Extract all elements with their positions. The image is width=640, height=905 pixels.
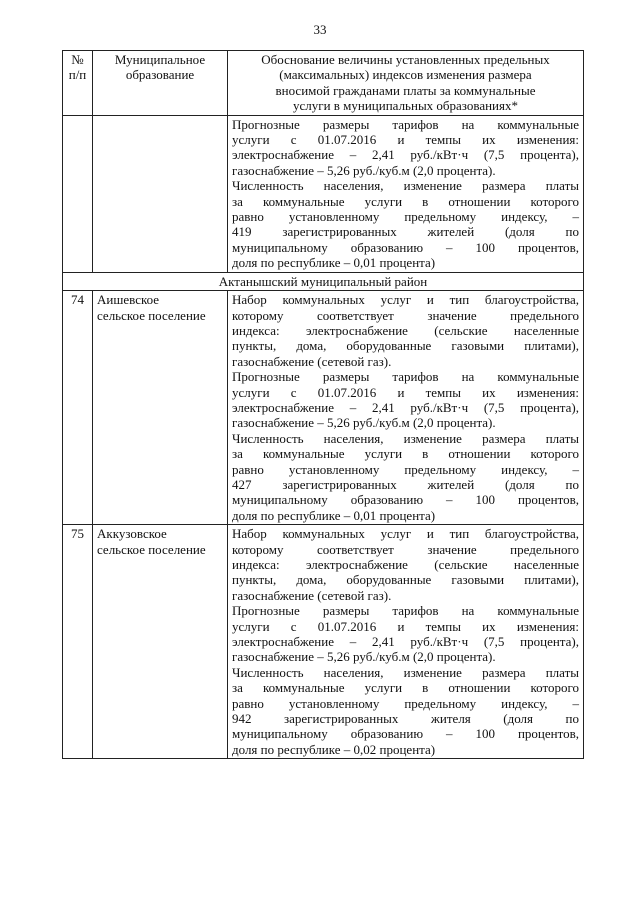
continuation-justification bbox=[228, 115, 584, 272]
justification-line: доля по республике – 0,01 процента) bbox=[232, 507, 436, 523]
header-number: № п/п bbox=[63, 51, 93, 116]
row-municipality: Аккузовское сельское поселение bbox=[93, 525, 228, 759]
justification-line: муниципальному образованию – 100 процентов, bbox=[232, 492, 579, 508]
justification-line: 419 зарегистрированных жителей (доля по bbox=[232, 224, 579, 240]
justification-line: услуги с 01.07.2016 и темпы их изменения: bbox=[232, 384, 579, 400]
justification-line: 942 зарегистрированных жителя (доля по bbox=[232, 711, 579, 727]
header-municipality: Муниципальное образование bbox=[93, 51, 228, 116]
justification-line: Численность населения, изменение размера платы bbox=[232, 664, 579, 680]
justification-line: которому соответствует значение предельного bbox=[232, 307, 579, 323]
justification-line: равно установленному предельному индексу, – bbox=[232, 209, 579, 225]
district-row bbox=[63, 272, 584, 290]
table-row-continuation bbox=[63, 115, 584, 272]
justification-line: электроснабжение – 2,41 руб./кВт·ч (7,5 процента), bbox=[232, 634, 579, 650]
row-justification bbox=[228, 525, 584, 759]
justification-line: равно установленному предельному индексу, – bbox=[232, 695, 579, 711]
justification-line: Набор коммунальных услуг и тип благоустройства, bbox=[232, 526, 579, 542]
table-row bbox=[63, 525, 584, 759]
header-justification: Обоснование величины установленных предельных (максимальных) индексов изменения размера вносимой гражданами платы за коммунальные услуги в муниципальных образованиях* bbox=[228, 51, 584, 116]
table-header-row bbox=[63, 51, 584, 116]
justification-line: газоснабжение (сетевой газ). bbox=[232, 587, 392, 603]
justification-line: за коммунальные услуги в отношении которого bbox=[232, 193, 579, 209]
justification-line: Набор коммунальных услуг и тип благоустройства, bbox=[232, 292, 579, 308]
justification-line: равно установленному предельному индексу, – bbox=[232, 461, 579, 477]
justification-line: пункты, дома, оборудованные газовыми плитами), bbox=[232, 572, 579, 588]
page-number: 33 bbox=[313, 22, 327, 37]
justification-line: за коммунальные услуги в отношении которого bbox=[232, 680, 579, 696]
justification-line: индекса: электроснабжение (сельские населенные bbox=[232, 557, 579, 572]
justification-line: газоснабжение – 5,26 руб./куб.м (2,0 процента). bbox=[232, 415, 496, 431]
justification-line: Численность населения, изменение размера платы bbox=[232, 430, 579, 446]
row-justification bbox=[228, 291, 584, 525]
justification-line: пункты, дома, оборудованные газовыми плитами), bbox=[232, 338, 579, 354]
justification-line: газоснабжение (сетевой газ). bbox=[232, 353, 392, 369]
justification-line: газоснабжение – 5,26 руб./куб.м (2,0 процента). bbox=[232, 649, 496, 665]
justification-line: Прогнозные размеры тарифов на коммунальные bbox=[232, 369, 579, 385]
continuation-number bbox=[63, 115, 93, 272]
justification-line: муниципальному образованию – 100 процентов, bbox=[232, 239, 579, 255]
justification-line: доля по республике – 0,01 процента) bbox=[232, 255, 436, 271]
justification-line: за коммунальные услуги в отношении которого bbox=[232, 446, 579, 462]
justification-line: услуги с 01.07.2016 и темпы их изменения: bbox=[232, 132, 579, 148]
justification-line: газоснабжение – 5,26 руб./куб.м (2,0 процента). bbox=[232, 162, 496, 178]
district-name: Актанышский муниципальный район bbox=[63, 272, 584, 290]
justification-line: индекса: электроснабжение (сельские населенные bbox=[232, 322, 579, 338]
tariff-table bbox=[62, 50, 584, 759]
continuation-municipality bbox=[93, 115, 228, 272]
row-number: 75 bbox=[63, 525, 93, 759]
row-number: 74 bbox=[63, 291, 93, 525]
justification-line: Прогнозные размеры тарифов на коммунальные bbox=[232, 603, 579, 619]
justification-line: Прогнозные размеры тарифов на коммунальные bbox=[232, 116, 579, 132]
table-row bbox=[63, 291, 584, 525]
justification-line: муниципальному образованию – 100 процентов, bbox=[232, 726, 579, 742]
justification-line: электроснабжение – 2,41 руб./кВт·ч (7,5 процента), bbox=[232, 147, 579, 163]
justification-line: Численность населения, изменение размера платы bbox=[232, 178, 579, 194]
justification-line: электроснабжение – 2,41 руб./кВт·ч (7,5 процента), bbox=[232, 399, 579, 415]
justification-line: доля по республике – 0,02 процента) bbox=[232, 741, 436, 757]
justification-line: услуги с 01.07.2016 и темпы их изменения: bbox=[232, 618, 579, 634]
row-municipality: Аишевское сельское поселение bbox=[93, 291, 228, 525]
justification-line: 427 зарегистрированных жителей (доля по bbox=[232, 476, 579, 492]
justification-line: которому соответствует значение предельного bbox=[232, 541, 579, 557]
